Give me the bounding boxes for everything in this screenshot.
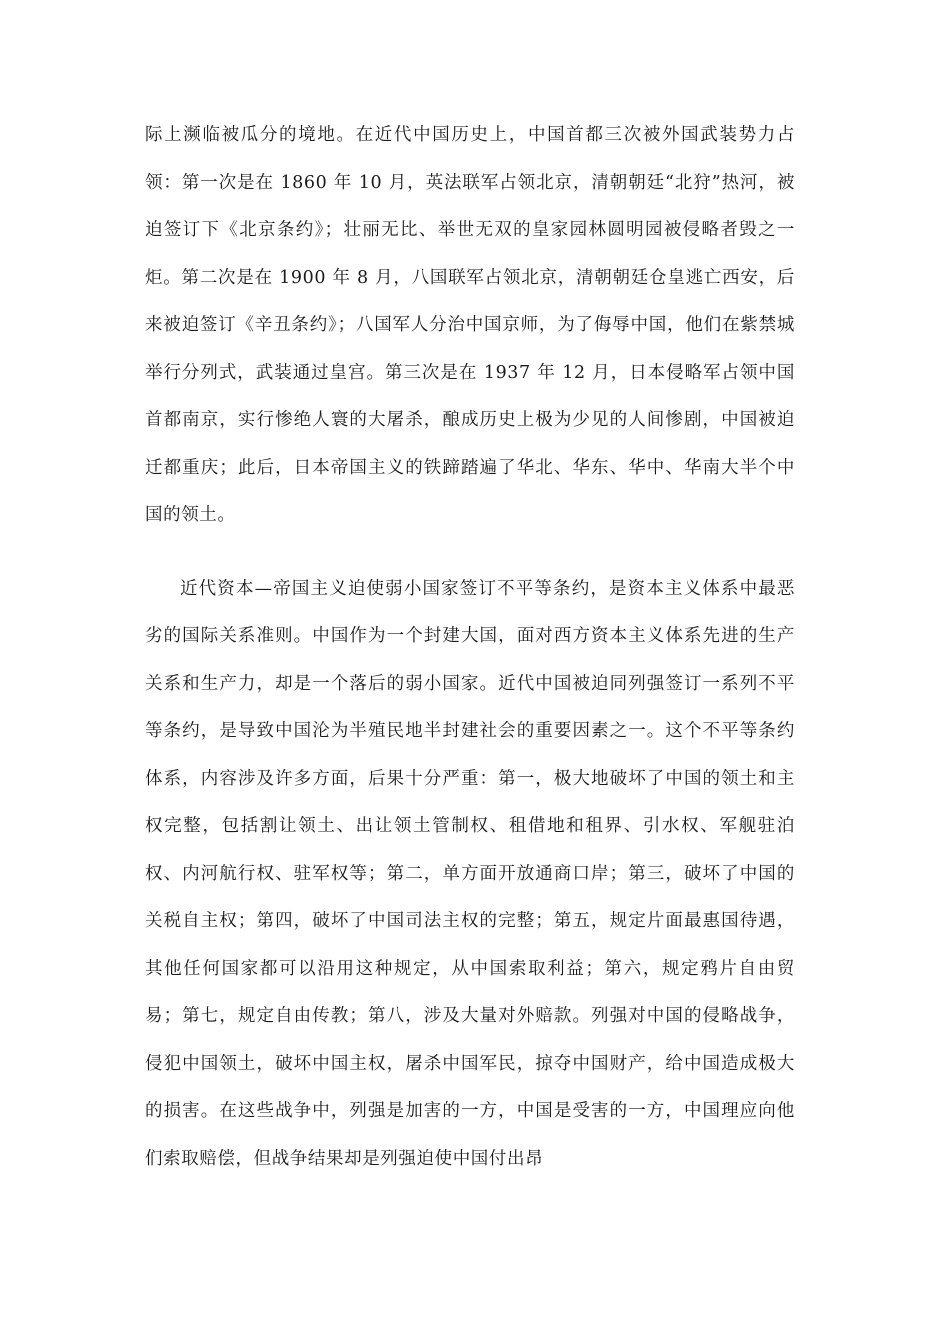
document-body — [145, 112, 795, 1183]
paragraph-unequal-treaties: 近代资本—帝国主义迫使弱小国家签订不平等条约，是资本主义体系中最恶劣的国际关系准则。中国作为一个封建大国，面对西方资本主义体系先进的生产关系和生产力，却是一个落后的弱小国家。近代中国被迫同列强签订一系列不平等条约，是导致中国沦为半殖民地半封建社会的重要因素之一。这个不平等条约体系，内容涉及许多方面，后果十分严重：第一，极大地破坏了中国的领土和主权完整，包括割让领土、出让领土管制权、租借地和租界、引水权、军舰驻泊权、内河航行权、驻军权等；第二，单方面开放通商口岸；第三，破坏了中国的关税自主权；第四，破坏了中国司法主权的完整；第五，规定片面最惠国待遇，其他任何国家都可以沿用这种规定，从中国索取利益；第六，规定鸦片自由贸易；第七，规定自由传教；第八，涉及大量对外赔款。列强对中国的侵略战争，侵犯中国领土，破坏中国主权，屠杀中国军民，掠夺中国财产，给中国造成极大的损害。在这些战争中，列强是加害的一方，中国是受害的一方，中国理应向他们索取赔偿，但战争结果却是列强迫使中国付出昂 — [145, 578, 795, 1169]
paragraph-capital-occupations: 际上濒临被瓜分的境地。在近代中国历史上，中国首都三次被外国武装势力占领：第一次是在 1860 年 10 月，英法联军占领北京，清朝朝廷“北狩”热河，被迫签订下《北京条约》；壮丽无比、举世无双的皇家园林圆明园被侵略者毁之一炬。第二次是在 1900 年 8 月，八国联军占领北京，清朝朝廷仓皇逃亡西安，后来被迫签订《辛丑条约》；八国军人分治中国京师，为了侮辱中国，他们在紫禁城举行分列式，武装通过皇宫。第三次是在 1937 年 12 月，日本侵略军占领中国首都南京，实行惨绝人寰的大屠杀，酿成历史上极为少见的人间惨剧，中国被迫迁都重庆；此后，日本帝国主义的铁蹄踏遍了华北、华东、华中、华南大半个中国的领土。 — [145, 125, 795, 525]
